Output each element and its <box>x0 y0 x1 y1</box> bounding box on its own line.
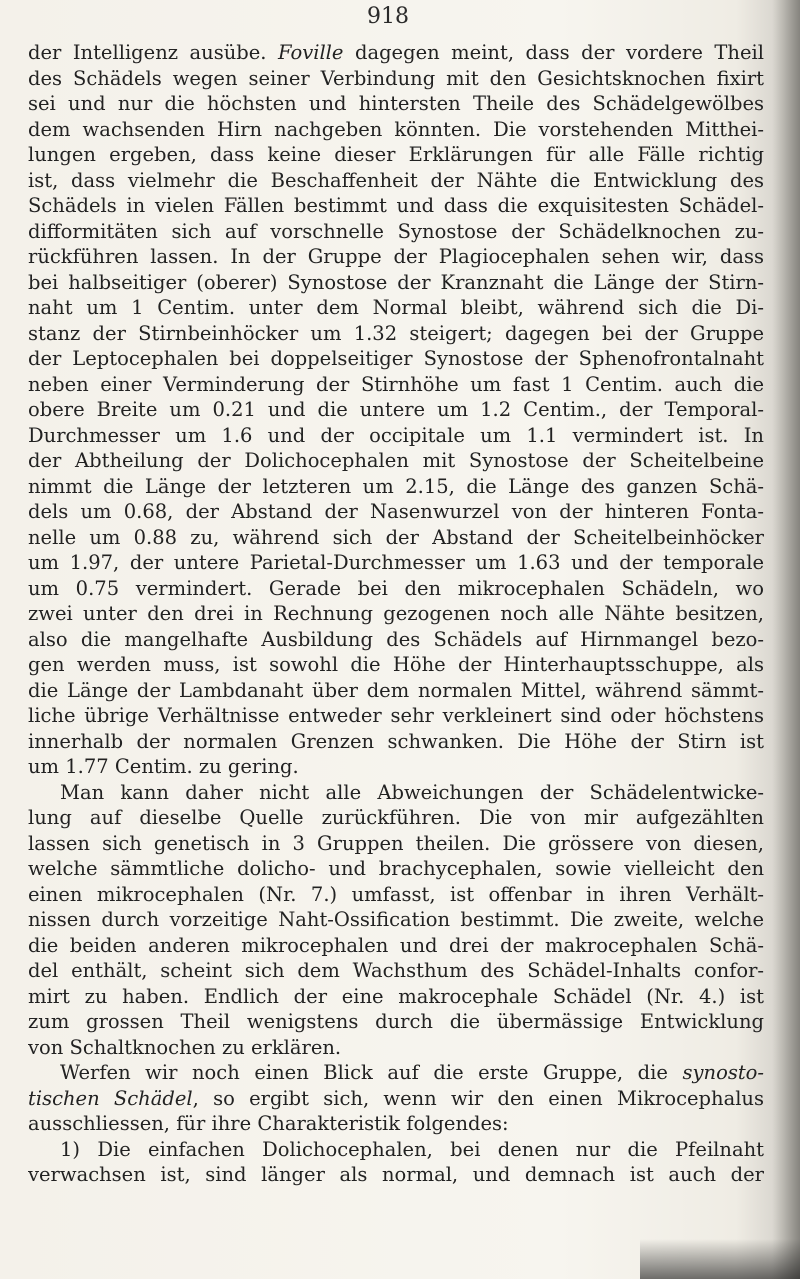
text-line <box>28 907 764 933</box>
text-line <box>28 270 764 296</box>
text-line <box>28 703 764 729</box>
text-line <box>28 372 764 398</box>
italic-text: tischen Schädel <box>28 1086 193 1110</box>
text-run: der Intelligenz ausübe. <box>28 41 278 64</box>
italic-text: Foville <box>277 41 344 64</box>
text-line <box>28 1162 764 1188</box>
text-line <box>28 831 764 857</box>
text-run: lung auf dieselbe Quelle zurückführen. Die von mir aufgezählten <box>28 806 764 829</box>
text-run: lassen sich genetisch in 3 Gruppen theilen. Die grössere von diesen, <box>28 831 764 855</box>
text-run: nelle um 0.88 zu, während sich der Abstand der Scheitelbeinhöcker <box>28 525 764 549</box>
text-line <box>28 499 764 525</box>
text-line <box>28 576 764 602</box>
text-line <box>28 66 764 92</box>
text-run: um 0.75 vermindert. Gerade bei den mikrocephalen Schädeln, wo <box>28 576 764 600</box>
text-run: rückführen lassen. In der Gruppe der Plagiocephalen sehen wir, dass <box>28 245 764 268</box>
text-line <box>28 1111 764 1137</box>
text-run: obere Breite um 0.21 und die untere um 1.2 Centim., der Temporal- <box>28 398 764 421</box>
text-line <box>28 40 764 66</box>
text-line <box>28 1035 764 1061</box>
text-run: also die mangelhafte Ausbildung des Schädels auf Hirnmangel bezo- <box>28 627 764 651</box>
text-line <box>28 805 764 831</box>
text-line <box>28 601 764 627</box>
text-run: Man kann daher nicht alle Abweichungen der Schädelentwicke- <box>60 780 764 804</box>
body-text <box>28 40 764 1188</box>
text-run: dem wachsenden Hirn nachgeben könnten. Die vorstehenden Mitthei- <box>28 117 764 141</box>
text-line <box>28 627 764 653</box>
text-line <box>28 1086 764 1112</box>
text-run: Durchmesser um 1.6 und der occipitale um 1.1 vermindert ist. In <box>28 423 764 447</box>
text-line <box>28 958 764 984</box>
text-line <box>28 1009 764 1035</box>
text-line <box>28 474 764 500</box>
text-line <box>28 117 764 143</box>
text-line <box>28 397 764 423</box>
text-line <box>28 423 764 449</box>
text-run: von Schaltknochen zu erklären. <box>28 1035 342 1059</box>
text-run: nimmt die Länge der letzteren um 2.15, die Länge des ganzen Schä- <box>28 474 764 498</box>
text-run: sei und nur die höchsten und hintersten Theile des Schädelgewölbes <box>28 92 764 115</box>
text-line <box>28 448 764 474</box>
text-line <box>28 729 764 755</box>
text-run: dels um 0.68, der Abstand der Nasenwurzel von der hinteren Fonta- <box>28 500 764 523</box>
text-line <box>28 168 764 194</box>
text-run: del enthält, scheint sich dem Wachsthum des Schädel-Inhalts confor- <box>28 959 764 982</box>
text-line <box>28 984 764 1010</box>
page-number: 918 <box>367 4 409 29</box>
text-run: um 1.97, der untere Parietal-Durchmesser um 1.63 und der temporale <box>28 551 764 574</box>
italic-text: synosto- <box>682 1061 764 1084</box>
text-run: liche übrige Verhältnisse entweder sehr verkleinert sind oder höchstens <box>28 704 764 727</box>
text-run: gen werden muss, ist sowohl die Höhe der Hinterhauptsschuppe, als <box>28 653 764 676</box>
text-run: lungen ergeben, dass keine dieser Erklärungen für alle Fälle richtig <box>28 143 764 166</box>
text-run: die beiden anderen mikrocephalen und drei der makrocephalen Schä- <box>28 933 764 957</box>
text-run: um 1.77 Centim. zu gering. <box>28 755 299 778</box>
text-run: 1) Die einfachen Dolichocephalen, bei denen nur die Pfeilnaht <box>60 1137 764 1161</box>
text-run: stanz der Stirnbeinhöcker um 1.32 steigert; dagegen bei der Gruppe <box>28 321 764 345</box>
text-run: welche sämmtliche dolicho- und brachycephalen, sowie vielleicht den <box>28 857 764 880</box>
text-run: ist, dass vielmehr die Beschaffenheit der Nähte die Entwicklung des <box>28 168 764 192</box>
text-line <box>28 525 764 551</box>
text-line <box>28 933 764 959</box>
text-run: mirt zu haben. Endlich der eine makrocephale Schädel (Nr. 4.) ist <box>28 984 764 1008</box>
text-line <box>28 91 764 117</box>
text-run: nissen durch vorzeitige Naht-Ossification bestimmt. Die zweite, welche <box>28 908 764 931</box>
text-run: zwei unter den drei in Rechnung gezogenen noch alle Nähte besitzen, <box>28 602 764 625</box>
text-run: neben einer Verminderung der Stirnhöhe um fast 1 Centim. auch die <box>28 372 764 396</box>
text-line <box>28 856 764 882</box>
text-line <box>28 295 764 321</box>
text-line <box>28 1137 764 1163</box>
text-run: der Leptocephalen bei doppelseitiger Synostose der Sphenofrontalnaht <box>28 347 764 370</box>
text-line <box>28 346 764 372</box>
text-run: die Länge der Lambdanaht über dem normalen Mittel, während sämmt- <box>28 678 764 702</box>
text-run: bei halbseitiger (oberer) Synostose der Kranznaht die Länge der Stirn- <box>28 270 764 294</box>
text-line <box>28 244 764 270</box>
text-run: dagegen meint, dass der vordere Theil <box>343 41 764 64</box>
text-run: zum grossen Theil wenigstens durch die übermässige Entwicklung <box>28 1010 764 1033</box>
text-run: , so ergibt sich, wenn wir den einen Mikrocephalus <box>192 1086 764 1110</box>
page-edge-shadow <box>772 0 800 1279</box>
text-line <box>28 882 764 908</box>
text-line <box>28 780 764 806</box>
text-run: verwachsen ist, sind länger als normal, und demnach ist auch der <box>28 1163 764 1186</box>
text-line <box>28 678 764 704</box>
text-run: innerhalb der normalen Grenzen schwanken. Die Höhe der Stirn ist <box>28 729 764 753</box>
text-line <box>28 219 764 245</box>
text-line <box>28 321 764 347</box>
text-run: einen mikrocephalen (Nr. 7.) umfasst, ist offenbar in ihren Verhält- <box>28 882 764 906</box>
text-line <box>28 142 764 168</box>
text-line <box>28 1060 764 1086</box>
text-line <box>28 550 764 576</box>
text-run: ausschliessen, für ihre Charakteristik folgendes: <box>28 1112 509 1135</box>
text-line <box>28 193 764 219</box>
text-line <box>28 754 764 780</box>
text-run: difformitäten sich auf vorschnelle Synostose der Schädelknochen zu- <box>28 219 764 243</box>
text-line <box>28 652 764 678</box>
text-run: Werfen wir noch einen Blick auf die erste Gruppe, die <box>60 1061 683 1084</box>
text-run: Schädels in vielen Fällen bestimmt und dass die exquisitesten Schädel- <box>28 194 764 217</box>
page-corner-shadow <box>640 1239 800 1279</box>
text-run: des Schädels wegen seiner Verbindung mit den Gesichtsknochen fixirt <box>28 66 764 90</box>
text-run: der Abtheilung der Dolichocephalen mit Synostose der Scheitelbeine <box>28 449 764 472</box>
text-run: naht um 1 Centim. unter dem Normal bleibt, während sich die Di- <box>28 296 764 319</box>
